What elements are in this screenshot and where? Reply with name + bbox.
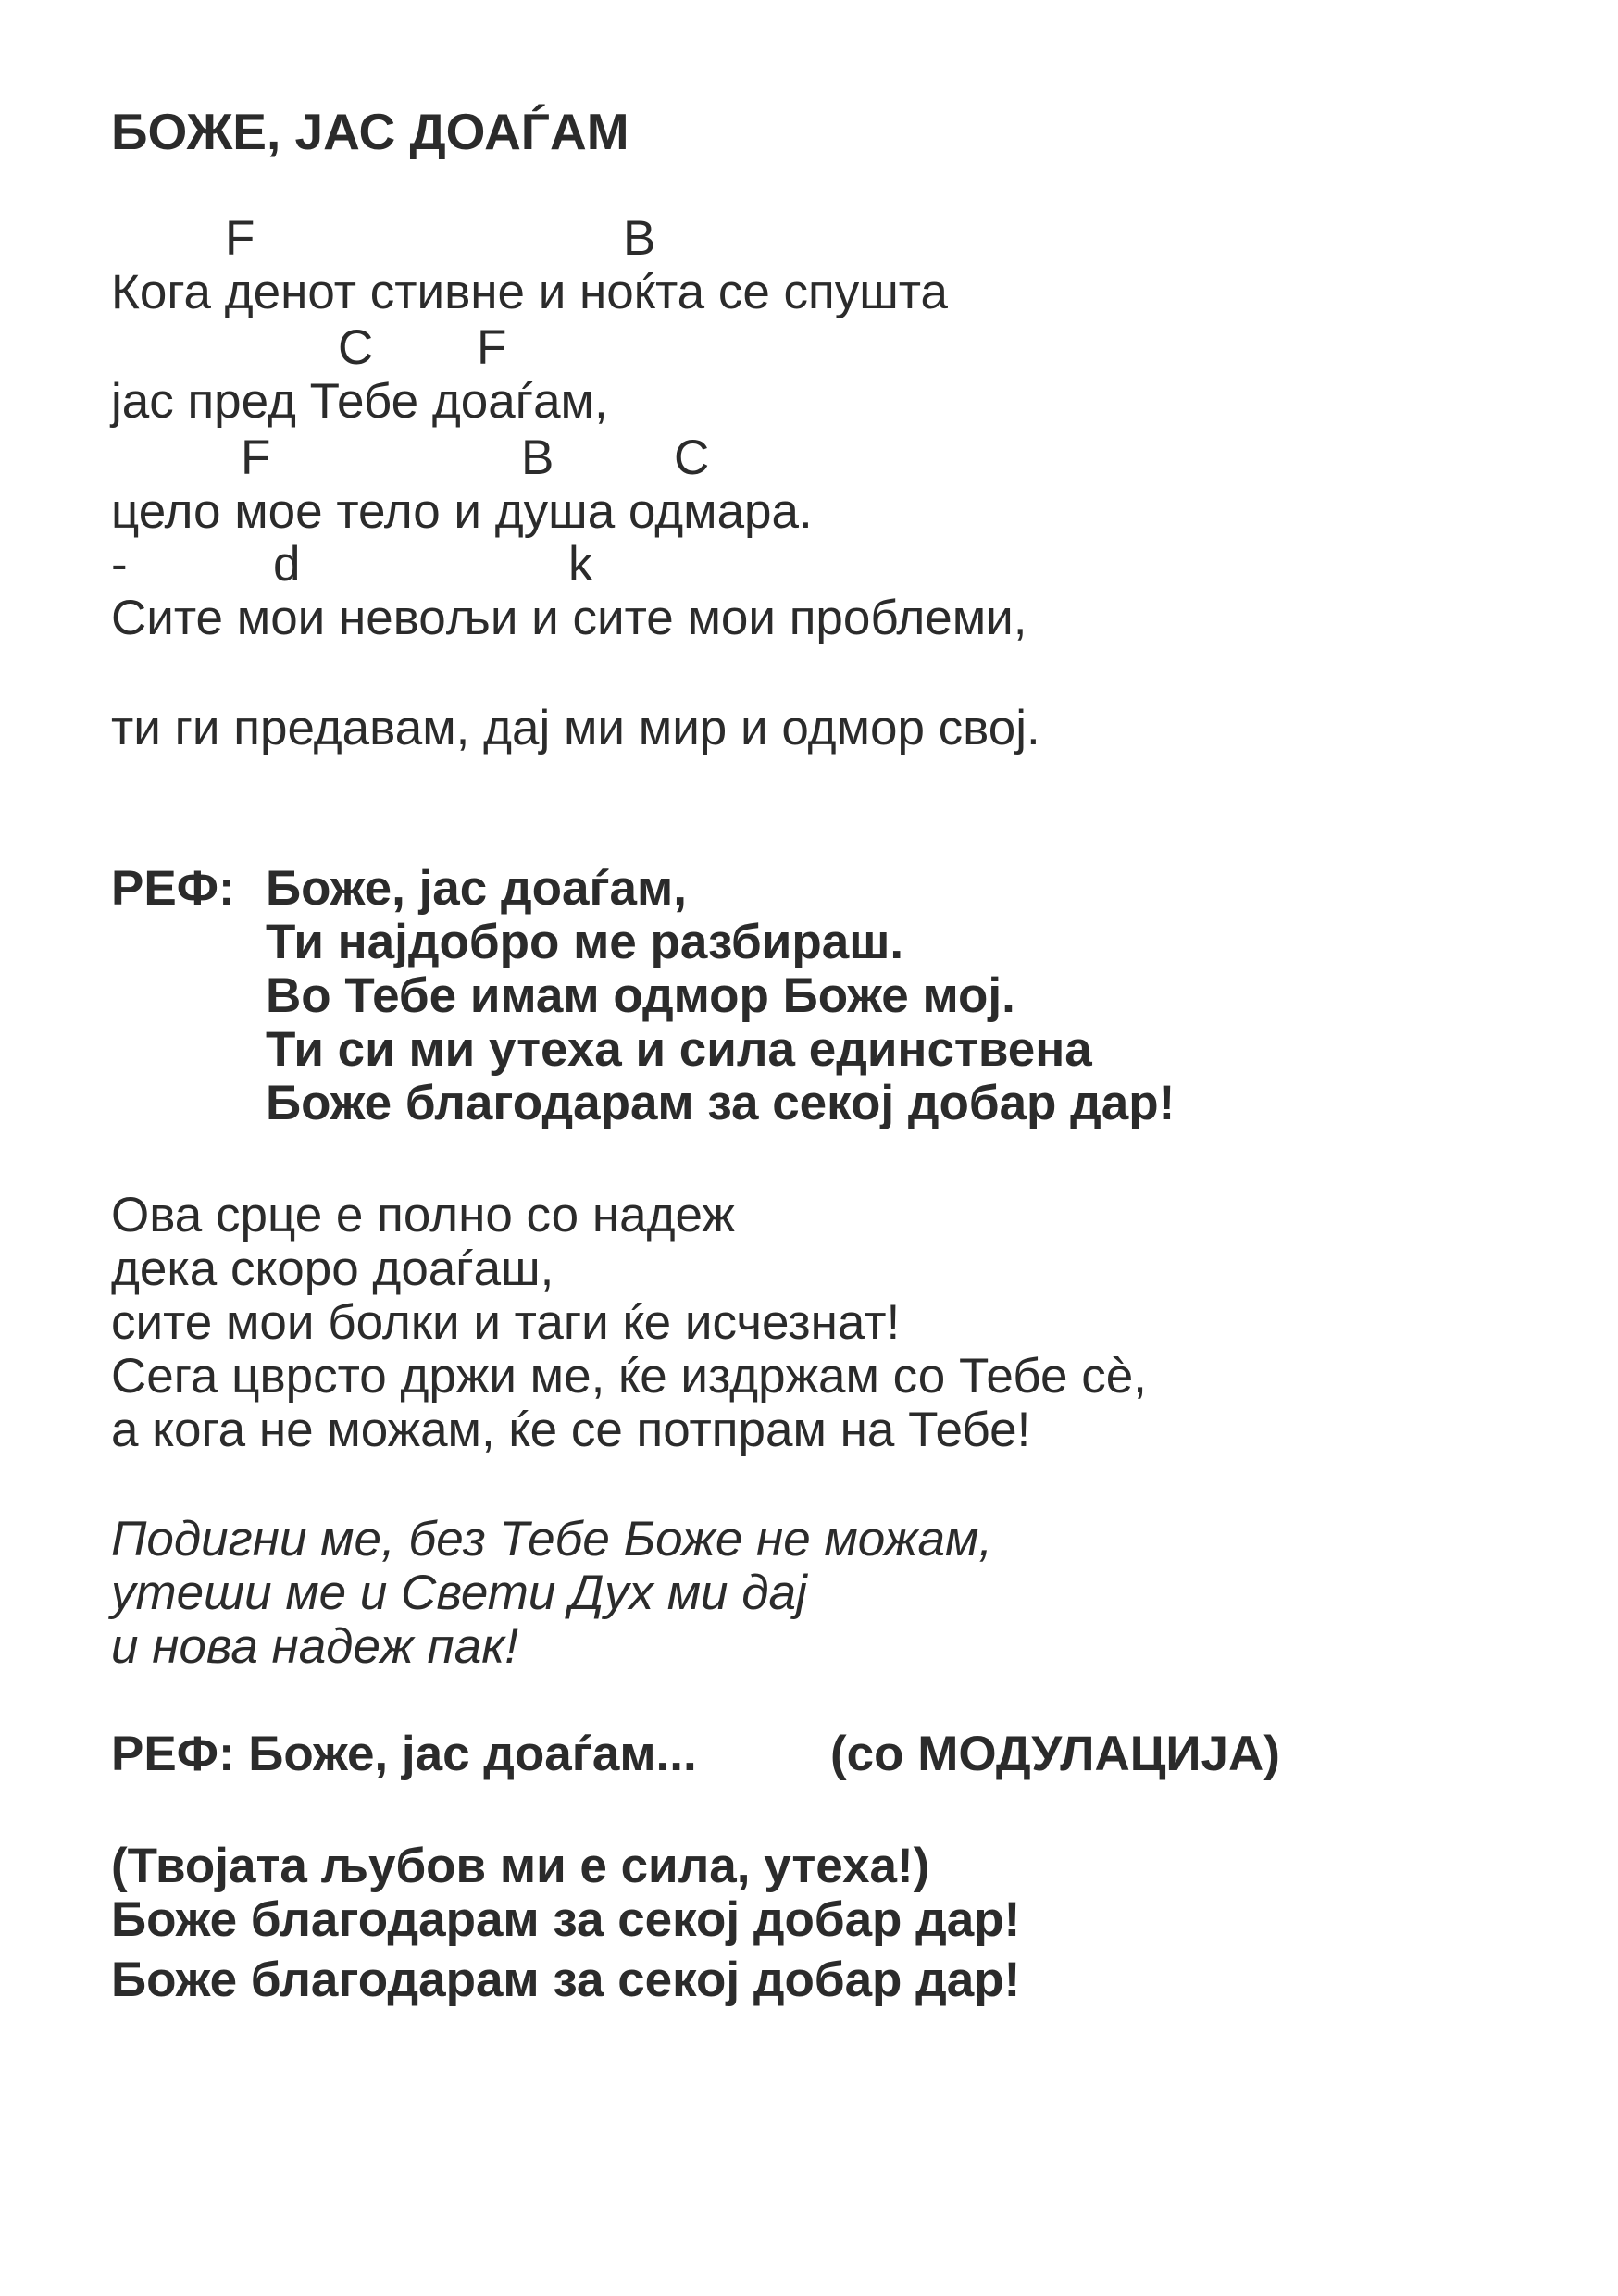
refrain-line: Во Тебе имам одмор Боже мој. bbox=[266, 968, 1015, 1023]
chord: C bbox=[674, 430, 710, 485]
lyric-line: дека скоро доаѓаш, bbox=[111, 1242, 554, 1296]
chord: k bbox=[568, 537, 593, 592]
refrain-label: РЕФ: bbox=[111, 861, 235, 916]
lyric-line: Сега цврсто држи ме, ќе издржам со Тебе сѐ, bbox=[111, 1349, 1147, 1404]
ending-line: Боже благодарам за секој добар дар! bbox=[111, 1892, 1021, 1947]
lyric-line: Сите мои невољи и сите мои проблеми, bbox=[111, 591, 1027, 645]
chord: - bbox=[111, 537, 128, 592]
bridge-line: утеши ме и Свети Дух ми дај bbox=[111, 1566, 807, 1620]
refrain-repeat: РЕФ: Боже, јас доаѓам... bbox=[111, 1727, 697, 1781]
lyric-line: Кога денот стивне и ноќта се спушта bbox=[111, 265, 948, 319]
bridge-line: Подигни ме, без Тебе Боже не можам, bbox=[111, 1512, 993, 1566]
song-title: БОЖЕ, ЈАС ДОАЃАМ bbox=[111, 103, 629, 160]
refrain-line: Ти си ми утеха и сила единствена bbox=[266, 1022, 1092, 1077]
ending-line: (Твојата љубов ми е сила, утеха!) bbox=[111, 1839, 930, 1893]
bridge-line: и нова надеж пак! bbox=[111, 1619, 518, 1674]
lyric-line: Ова срце е полно со надеж bbox=[111, 1188, 735, 1242]
chord: B bbox=[623, 211, 656, 266]
lyric-line: цело мое тело и душа одмара. bbox=[111, 484, 813, 539]
lyric-line: сите мои болки и таги ќе исчезнат! bbox=[111, 1295, 901, 1350]
chord: F bbox=[241, 430, 271, 485]
chord: C bbox=[338, 320, 374, 375]
refrain-line: Боже, јас доаѓам, bbox=[266, 861, 687, 916]
refrain-line: Боже благодарам за секој добар дар! bbox=[266, 1076, 1176, 1130]
lyric-line: а кога не можам, ќе се потпрам на Тебе! bbox=[111, 1403, 1031, 1457]
chord: F bbox=[225, 211, 255, 266]
lyric-line: ти ги предавам, дај ми мир и одмор свој. bbox=[111, 701, 1040, 755]
chord: B bbox=[521, 430, 554, 485]
lyric-line: јас пред Тебе доаѓам, bbox=[111, 374, 608, 429]
modulation-note: (со МОДУЛАЦИЈА) bbox=[830, 1727, 1280, 1781]
chord: F bbox=[477, 320, 507, 375]
ending-line: Боже благодарам за секој добар дар! bbox=[111, 1953, 1021, 2007]
chord: d bbox=[273, 537, 301, 592]
refrain-line: Ти најдобро ме разбираш. bbox=[266, 915, 904, 969]
